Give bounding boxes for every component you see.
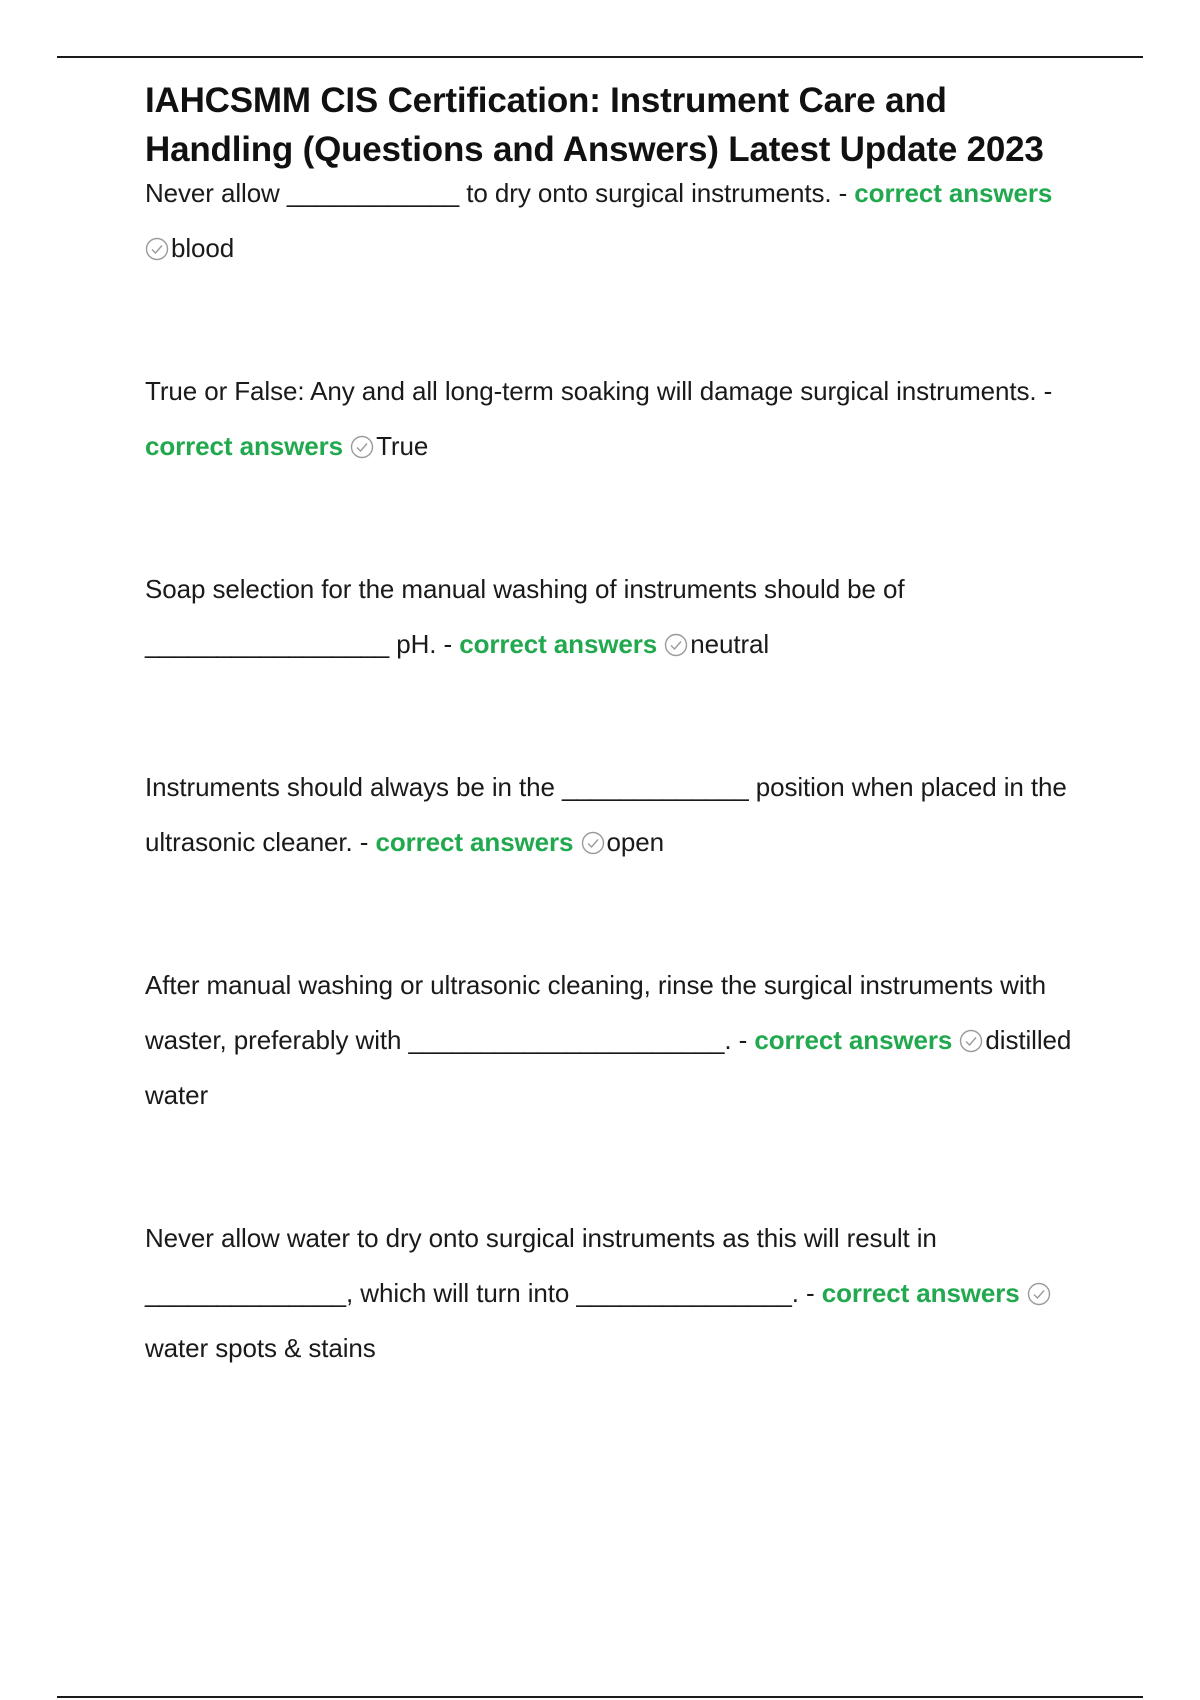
answer-text: blood: [171, 233, 235, 263]
check-circle-icon: [959, 1029, 983, 1053]
question-text: Soap selection for the manual washing of instruments should be of _________________ pH. -: [145, 574, 905, 659]
qa-item: [145, 364, 1085, 474]
answer-label: correct answers: [145, 431, 343, 461]
answer-text: open: [606, 827, 664, 857]
question-text: Instruments should always be in the _____________ position when placed in the ultrasonic cleaner. -: [145, 772, 1067, 857]
check-circle-icon: [350, 435, 374, 459]
check-circle-icon: [581, 831, 605, 855]
question-text: After manual washing or ultrasonic cleaning, rinse the surgical instruments with waster, preferably with ______________________. -: [145, 970, 1046, 1055]
check-circle-icon: [1027, 1282, 1051, 1306]
answer-label: correct answers: [459, 629, 658, 659]
answer-text: distilled water: [145, 1025, 1072, 1110]
document-title: IAHCSMM CIS Certification: Instrument Care and Handling (Questions and Answers) Latest Update 2023: [145, 81, 1044, 169]
answer-label: correct answers: [821, 1278, 1020, 1308]
document-body: [145, 76, 1085, 1376]
bottom-rule: [57, 1696, 1143, 1698]
question-text: True or False: Any and all long-term soaking will damage surgical instruments. -: [145, 376, 1053, 406]
qa-item: [145, 1211, 1085, 1376]
answer-label: correct answers: [754, 1025, 953, 1055]
answer-text: water spots & stains: [145, 1333, 376, 1363]
question-text: Never allow water to dry onto surgical instruments as this will result in ______________, which will turn into _______________. -: [145, 1223, 937, 1308]
qa-item: [145, 562, 1085, 672]
qa-item: [145, 760, 1085, 870]
check-circle-icon: [664, 633, 688, 657]
answer-label: correct answers: [375, 827, 574, 857]
qa-item: [145, 166, 1085, 276]
check-circle-icon: [145, 237, 169, 261]
qa-item: [145, 958, 1085, 1123]
top-rule: [57, 56, 1143, 58]
answer-text: True: [376, 431, 429, 461]
answer-label: correct answers: [854, 178, 1053, 208]
question-text: Never allow ____________ to dry onto surgical instruments. -: [145, 178, 855, 208]
answer-text: neutral: [690, 629, 770, 659]
